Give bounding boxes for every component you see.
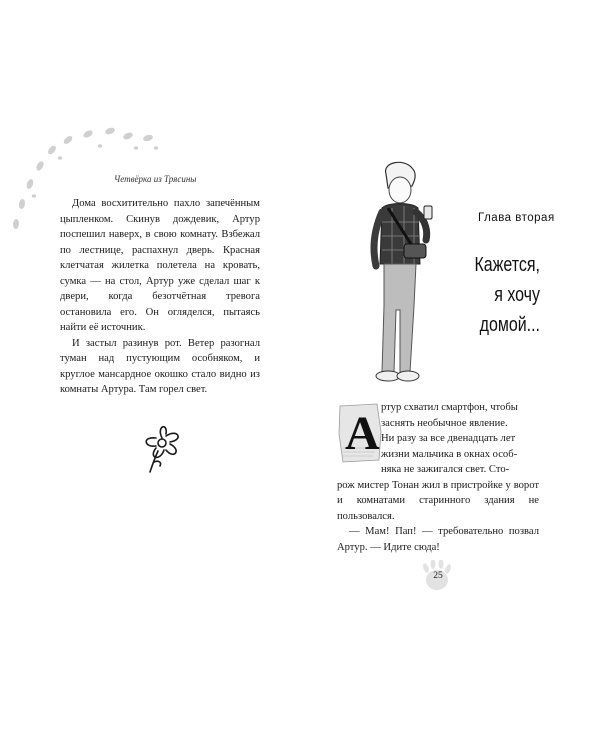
footprint: [58, 156, 62, 160]
footprint: [32, 194, 36, 198]
footprint: [18, 199, 26, 210]
running-title: Четвёрка из Трясины: [114, 174, 197, 184]
drop-cap: А: [345, 407, 380, 460]
footprint: [104, 126, 115, 135]
footprint: [82, 129, 94, 139]
footprint: [134, 146, 138, 150]
footprint: [98, 144, 102, 148]
paragraph: — Мам! Пап! — требовательно позвал Артур. — Идите сюда!: [337, 526, 539, 553]
wrapped-line: жизни мальчика в окнах особ-: [381, 448, 518, 460]
chapter-title-line: Кажется,: [474, 253, 540, 276]
left-body-text: [60, 196, 260, 398]
opening-line: ртур схватил смартфон, чтобы: [381, 402, 518, 413]
footprint: [13, 219, 20, 229]
wrapped-line: заснять необычное явление.: [381, 417, 508, 429]
footprint: [46, 144, 57, 156]
chapter-label: Глава вторая: [478, 212, 555, 224]
footprint: [35, 160, 45, 172]
wrapped-line: няка не зажигался свет. Сто-: [381, 464, 510, 475]
paragraph: рож мистер Тонан жил в пристройке у ворот и комнатами старинного здания не пользовался.: [337, 479, 539, 522]
footprint: [122, 131, 134, 141]
page-number: 25: [433, 571, 443, 581]
paragraph: Дома восхитительно пахло запечённым цыпленком. Скинув дождевик, Артур поспешил наверх, в свою комнату. Взбежал по лестнице, распахнул дверь. Красная клетчатая жилетка полетела на кровать, сумка — на стол, Артур уже сделал шаг к двери, когда безотчётная тревога остановила его. Он огляделся, пытаясь найти её источник.: [60, 198, 260, 333]
paragraph: И застыл разинув рот. Ветер разогнал туман над пустующим особняком, и круглое мансардное окошко стало видно из комнаты Артура. Там горел свет.: [60, 337, 260, 395]
footprint: [62, 134, 74, 145]
footprint: [142, 134, 153, 142]
footprint: [25, 178, 34, 189]
right-body-text: [337, 400, 539, 555]
wrapped-line: Ни разу за все двенадцать лет: [381, 433, 516, 444]
chapter-title: [445, 250, 540, 340]
chapter-title-line: я хочу домой...: [479, 283, 540, 336]
boy-illustration: [352, 160, 448, 388]
footprint: [154, 146, 158, 150]
flower-doodle-icon: [136, 418, 188, 476]
